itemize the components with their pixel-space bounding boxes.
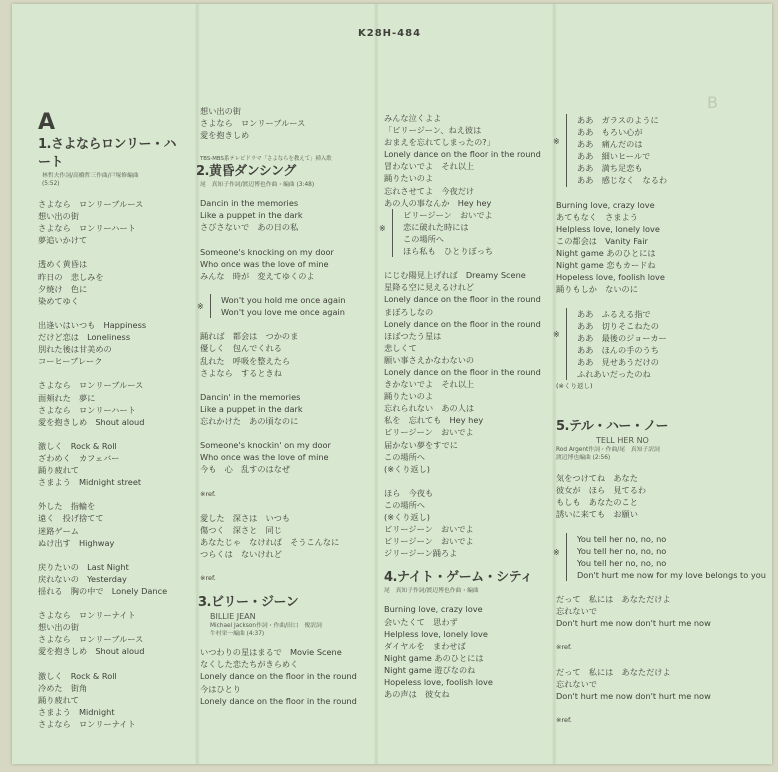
song-3-refrain (379, 209, 554, 257)
lyric-line (38, 246, 188, 258)
lyric-line: Lonely dance on the floor in the round (384, 318, 541, 329)
lyric-line: さよなら ロンリーブルース (38, 199, 144, 209)
lyric-line: 会いたくて 思わず (384, 616, 458, 627)
lyric-line: だって 私には あなただけよ (556, 594, 671, 605)
lyric-line: 愛を抱きしめ Shout aloud (38, 416, 145, 427)
lyric-line: 踊りたいのよ (384, 391, 434, 402)
lyric-line: Hopeless love, foolish love (556, 272, 665, 283)
lyric-line (38, 549, 188, 561)
song-2-credit: 尾 真知子作詞/渡辺博也作曲・編曲 (3:48) (200, 182, 315, 189)
lyric-line: Night game 遊びなのね (384, 664, 476, 675)
lyric-line: Lonely dance on the floor in the round (200, 695, 357, 706)
lyric-line: Who once was the love of mine (200, 258, 329, 269)
lyric-line: 戻りたいの Last Night (38, 561, 129, 572)
lyric-line: 忘れないで (556, 606, 597, 617)
song-4-bridge-2 (553, 308, 761, 381)
lyric-line: 忘れられない あの人は (384, 403, 475, 414)
lyric-line: ほばつたう星は (384, 330, 442, 341)
lyric-line: 忘れさせてよ 今夜だけ (384, 185, 475, 196)
lyric-line: 踊りたいのよ (384, 173, 434, 184)
catalog-number: K28H-484 (358, 28, 422, 39)
lyric-line: Burning love, crazy love (556, 199, 655, 210)
lyric-line: この場所へ (403, 233, 444, 244)
refrain-mark: ※ (379, 224, 386, 234)
lyric-line: Night game 恋もカードね (556, 260, 656, 271)
lyric-line: この都会は Vanity Fair (556, 235, 648, 246)
lyric-line: ビリージーン おいでよ (384, 536, 474, 547)
lyric-line: 傷つく 深さと 同じ (200, 524, 282, 535)
lyric-line: ビリージーン おいでよ (403, 209, 493, 220)
lyric-line: Lonely dance on the floor in the round (384, 294, 541, 305)
lyric-line: さまよう Midnight (38, 706, 115, 717)
lyric-line: 遠く 投げ捨てて (38, 513, 104, 524)
lyric-line: ああ 最後のジョーカー (577, 332, 667, 343)
song-4-lyrics-cont (556, 199, 761, 296)
lyric-line: You tell her no, no, no (577, 533, 667, 544)
lyric-line: おまえを忘れてしまったの?」 (384, 137, 495, 148)
lyric-line: ※ref. (556, 716, 572, 725)
lyric-line: きかないでよ それ以上 (384, 379, 475, 390)
song-5-credit: Rod Argent作詞・作曲/尾 真知子訳詞 渡辺博也編曲 (2:56) (556, 447, 660, 462)
column-4 (553, 114, 766, 726)
lyric-line: ああ 感じなく なるわ (577, 175, 668, 186)
lyric-line: Don't hurt me now don't hurt me now (556, 618, 711, 629)
lyric-line (384, 475, 554, 487)
lyric-line: さよなら するときね (200, 367, 282, 378)
lyric-line: ああ ガラスのように (577, 115, 659, 125)
lyric-line: 星降る空に見えるけれど (384, 282, 475, 293)
lyric-line: Lonely dance on the floor in the round (384, 366, 541, 377)
lyric-line (38, 658, 188, 670)
lyric-line: 踊りもしか ないのに (556, 284, 638, 295)
lyric-line: ビリージーン おいでよ (384, 524, 474, 535)
lyric-line: Who once was the love of mine (200, 452, 329, 463)
lyric-line: Night game あのひとには (556, 248, 656, 259)
lyric-line: Don't hurt me now don't hurt me now (556, 690, 711, 701)
lyric-line: Dancin' in the memories (200, 391, 301, 402)
lyric-line (556, 702, 761, 714)
lyric-line: ああ 切りそこねたの (577, 320, 659, 331)
song-3-title: 3.ビリー・ジーン (198, 595, 299, 611)
lyric-line: さよなら ロンリーハート (38, 404, 136, 415)
lyric-line: 優しく 包んでくれる (200, 343, 282, 354)
song-5-refrain (553, 533, 766, 581)
lyric-line: 戻れないの Yesterday (38, 573, 127, 584)
lyric-line: You tell her no, no, no (577, 545, 667, 556)
lyric-line: Helpless love, lonely love (556, 223, 660, 234)
lyric-line: この場所へ (384, 451, 425, 462)
lyric-line: 染めてゆく (38, 295, 79, 306)
lyric-line: Night game あのひとには (384, 652, 484, 663)
lyric-line: 冷めた 街角 (38, 682, 88, 693)
lyric-line (38, 428, 188, 440)
lyric-line (38, 307, 188, 319)
song-5-lyrics (556, 472, 761, 520)
lyric-line: つらくは ないけれど (200, 549, 282, 559)
side-b-label: B (707, 93, 718, 112)
lyric-line: Someone's knocking on my door (200, 246, 334, 257)
lyric-line: さよなら ロンリーナイト (38, 719, 136, 730)
lyric-line: Lonely dance on the floor in the round (200, 671, 357, 682)
lyric-line: Burning love, crazy love (384, 604, 483, 615)
song-3-english-title: BILLIE JEAN (210, 612, 256, 622)
lyric-line: 昨日の 悲しみを (38, 271, 104, 282)
lyric-line: 想い出の街 (38, 211, 79, 222)
lyric-line: ビリージーン おいでよ (384, 427, 474, 438)
lyric-line: ざわめく カフェバー (38, 452, 120, 463)
song-3-credit: Michael Jackson作詞・作曲/田口 俊訳詞 牛村栄一編曲 (4:37) (210, 623, 322, 638)
lyric-line: ああ ほんの手のうち (577, 344, 659, 355)
lyric-line: さよなら ロンリーブルース (200, 118, 306, 129)
lyric-line: 愛した 深さは いつも (200, 512, 291, 523)
lyric-line: ああ ふるえる指で (577, 308, 651, 319)
lyric-line: ほら 今夜も (384, 487, 434, 498)
lyric-line: さよなら ロンリーブルース (38, 380, 144, 391)
lyric-line: 外した 指輪を (38, 501, 96, 512)
lyric-line: ジリージーン踊ろよ (384, 548, 458, 559)
lyric-line (38, 488, 188, 500)
lyric-line: Won't you hold me once again (221, 295, 346, 306)
lyric-line: コーヒーブレーク (38, 356, 103, 367)
lyric-line: さよなら ロンリーブルース (38, 634, 144, 645)
lyric-line: この場所へ (384, 500, 425, 510)
lyric-line: 踊り疲れて (38, 465, 79, 476)
lyric-line: Like a puppet in the dark (200, 210, 303, 221)
lyric-line: 踊り疲れて (38, 694, 79, 705)
lyric-line: 悲しくて (384, 342, 417, 353)
lyric-line: You tell her no, no, no (577, 557, 667, 568)
lyric-line: いつわりの星はまるで Movie Scene (200, 647, 342, 658)
lyric-line: (※くり返し) (384, 512, 430, 523)
lyric-line (200, 234, 375, 246)
lyric-line: ※ref. (200, 574, 216, 583)
lyric-line: だけど恋は Loneliness (38, 332, 131, 343)
lyric-line: 夢追いかけて (38, 235, 88, 246)
song-1-lyrics (38, 198, 188, 730)
song-4-credit: 尾 真知子作詞/渡辺博也作曲・編曲 (384, 588, 479, 595)
lyric-line (556, 629, 761, 641)
song-3-lyrics-end (384, 269, 554, 559)
lyric-line: 面頬れた 夢に (38, 392, 96, 403)
lyric-line: 今はひとり (200, 683, 241, 694)
lyric-line: Don't hurt me now for my love belongs to you (577, 569, 766, 580)
lyric-line: さよなら ロンリーハート (38, 223, 136, 234)
song-2-tie-in: TBS-MBS系テレビドラマ「さよならを教えて」挿入歌 (200, 156, 332, 163)
lyric-line: 誘いに来ても お願い (556, 509, 638, 520)
lyric-line (200, 560, 375, 572)
lyric-line: 忘れないで (556, 678, 597, 689)
song-4-repeat: (※くり返し) (556, 382, 593, 391)
lyric-line: 夕焼け 色に (38, 283, 88, 294)
lyric-line (200, 379, 375, 391)
lyric-line: 透めく黄昏は (38, 259, 88, 270)
lyric-line (200, 475, 375, 487)
lyric-line: さまよう Midnight street (38, 477, 142, 488)
lyric-line: ああ 痛んだのは (577, 139, 643, 150)
song-2-lyrics (200, 197, 375, 282)
lyric-line: Lonely dance on the floor in the round (384, 149, 541, 160)
lyric-line: 「ビリージーン、ねえ彼は (384, 125, 482, 136)
lyric-line: 願い事さえかなわないの (384, 354, 475, 365)
lyric-line: Like a puppet in the dark (200, 403, 303, 414)
refrain-mark: ※ (553, 330, 560, 340)
lyric-line: ※ref. (200, 489, 216, 498)
lyric-line: 彼女が ほら 見てるわ (556, 485, 647, 496)
lyric-line: だって 私には あなただけよ (556, 666, 671, 677)
song-3-lyrics (200, 646, 375, 706)
song-3-lyrics-cont (384, 112, 554, 209)
lyric-line: ※ref. (556, 643, 572, 652)
song-4-lyrics (384, 603, 554, 700)
lyric-line: 恋に破れた時には (403, 221, 469, 232)
lyric-line: Someone's knockin' on my door (200, 440, 331, 451)
lyric-line: 気をつけてね あなた (556, 473, 638, 484)
song-4-bridge (553, 114, 761, 187)
lyric-line (38, 367, 188, 379)
lyric-line: 私を 忘れても Hey hey (384, 415, 484, 426)
lyric-line: 迷路ゲーム (38, 525, 79, 536)
lyric-line: あの声は 彼女ね (384, 689, 450, 700)
lyric-line: まぼろしなの (384, 306, 434, 317)
lyric-line: ああ 満ち足恋も (577, 163, 643, 174)
lyric-line: ああ 細いヒールで (577, 151, 651, 162)
lyric-line: 揺れる 胸の中で Lonely Dance (38, 586, 168, 596)
refrain-mark: ※ (197, 302, 204, 312)
lyric-line: ああ もろい心が (577, 127, 643, 138)
lyric-line: 別れた後は甘美めの (38, 344, 112, 355)
lyric-line: さよなら ロンリーナイト (38, 610, 136, 621)
lyric-line: 踊れば 都会は つかのま (200, 331, 299, 342)
lyric-line: あなたじゃ なければ そうこんなに (200, 536, 340, 547)
lyric-line: 激しく Rock & Roll (38, 440, 117, 451)
lyric-line: 今も 心 乱すのはなぜ (200, 464, 291, 475)
song-2-title: 2.黄昏ダンシング (196, 164, 296, 180)
lyric-line: 想い出の街 (200, 106, 241, 116)
lyric-line: 冒わないでよ それ以上 (384, 161, 475, 172)
lyric-line (556, 654, 761, 666)
song-5-lyrics-end (556, 593, 761, 726)
lyric-line (38, 597, 188, 609)
song-1-credit: 林哲夫作詞/高橋哲三作曲/戸塚修編曲 (5:52) (42, 173, 139, 187)
lyric-line: あてもなく さまよう (556, 211, 638, 222)
lyric-line: もしも あなたのこと (556, 497, 638, 508)
lyric-line: ふれあいだったのね (577, 368, 651, 379)
refrain-mark: ※ (553, 548, 560, 558)
lyric-line (200, 500, 375, 512)
song-5-english-title: TELL HER NO (596, 436, 649, 446)
lyric-line: ダイヤルを まわせば (384, 640, 466, 651)
song-4-title: 4.ナイト・ゲーム・シティ (384, 570, 533, 586)
column-2 (196, 105, 375, 707)
lyric-line: (※くり返し) (384, 463, 430, 474)
lyric-line: 想い出の街 (38, 622, 79, 633)
lyric-line: みんな 時が 変えてゆくのよ (200, 270, 315, 281)
lyric-line: さびさないで あの日の私 (200, 222, 299, 233)
lyric-line: にじむ陽見上げれば Dreamy Scene (384, 270, 526, 281)
side-a-label: A (38, 110, 56, 135)
lyric-line: 出逢いはいつも Happiness (38, 319, 147, 330)
lyric-line: Won't you love me once again (221, 307, 345, 318)
song-5-title: 5.テル・ハー・ノー (556, 419, 668, 435)
lyric-line: あの人の事なんか Hey hey (384, 197, 492, 208)
song-2-lyrics-cont (200, 330, 375, 584)
lyric-line: なくした恋たちがきらめく (200, 659, 299, 670)
lyric-line: 愛を抱きしめ Shout aloud (38, 646, 145, 657)
lyric-line: ああ 見せあうだけの (577, 356, 659, 367)
lyric-line: 乱れた 呼吸を整えたら (200, 355, 291, 366)
song-1-lyrics-end (200, 105, 375, 141)
song-1-title: 1.さよならロンリー・ハート (38, 137, 176, 170)
lyric-line: 届かない夢をすでに (384, 439, 458, 450)
column-1 (38, 136, 188, 730)
lyric-line: ほら私も ひとりぼっち (403, 246, 494, 257)
column-3 (379, 112, 554, 700)
refrain-mark: ※ (553, 136, 560, 146)
lyric-line: みんな泣くよよ (384, 113, 442, 123)
lyric-line: ぬけ出す Highway (38, 537, 115, 548)
lyric-line: 激しく Rock & Roll (38, 670, 117, 681)
lyric-line: 忘れかけた あの頃なのに (200, 415, 299, 426)
lyric-line: 愛を抱きしめ (200, 130, 250, 141)
lyric-line (200, 427, 375, 439)
lyric-line: Dancin in the memories (200, 198, 299, 209)
song-2-refrain (197, 294, 375, 318)
lyric-line: Hopeless love, foolish love (384, 677, 493, 688)
lyric-line: Helpless love, lonely love (384, 628, 488, 639)
